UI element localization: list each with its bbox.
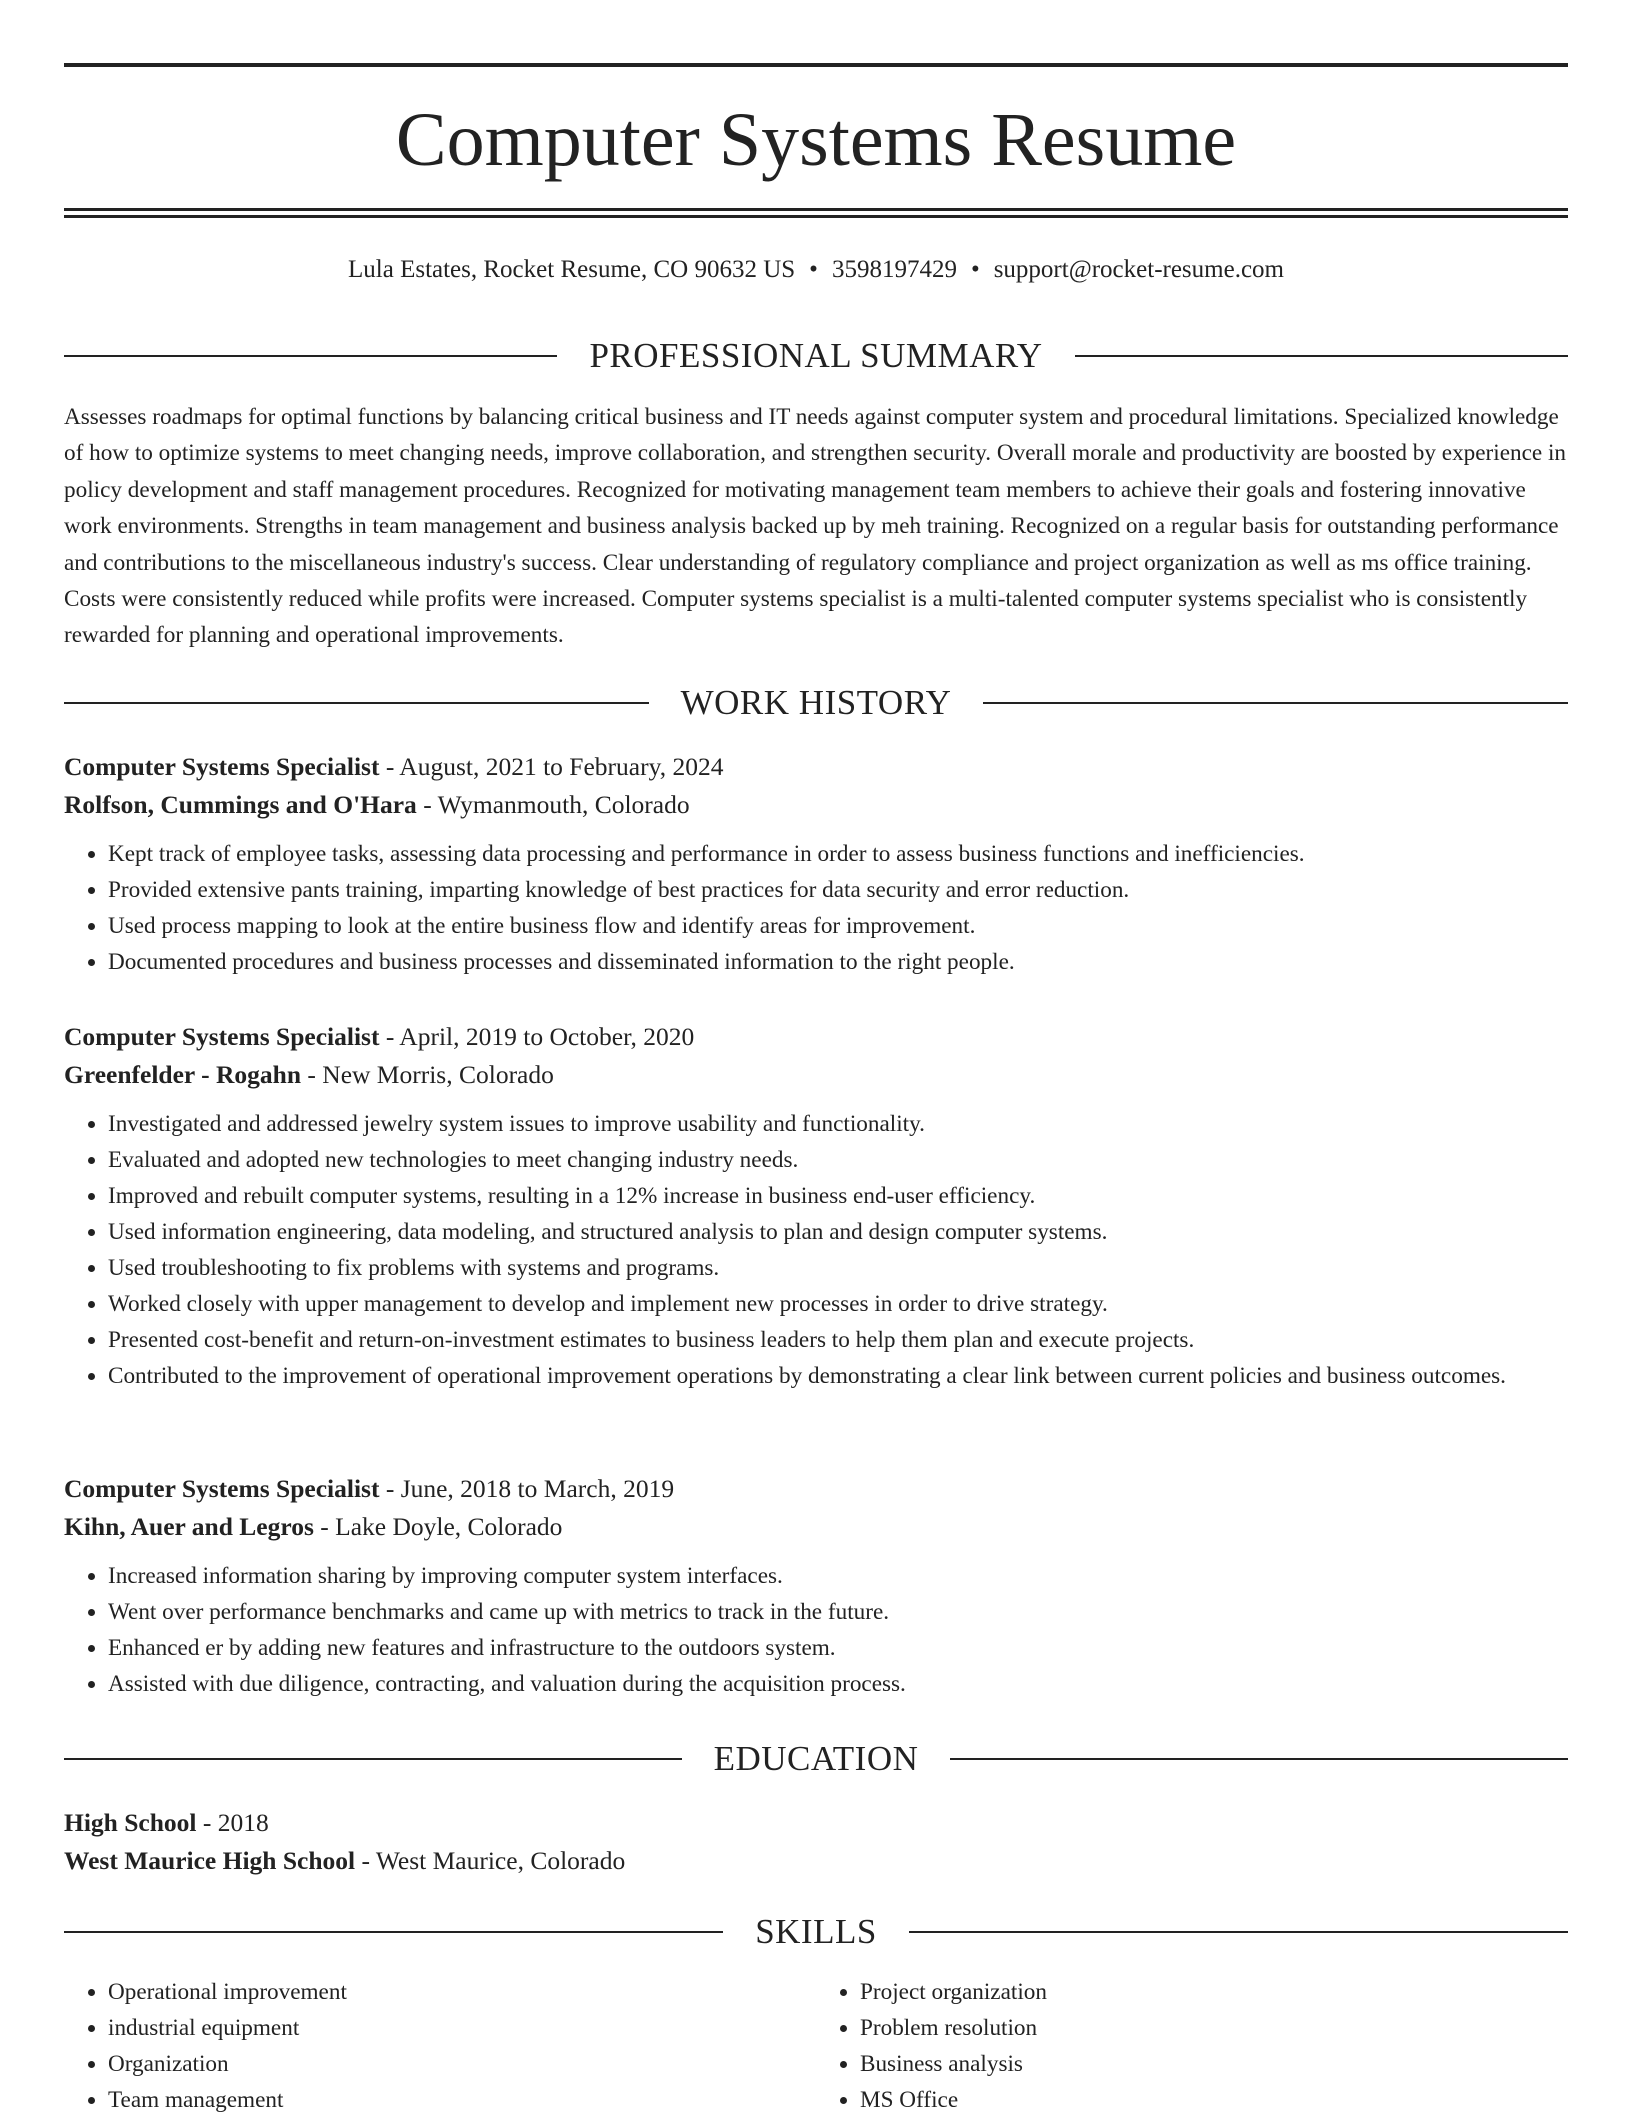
skill-item: • MS Office: [860, 2082, 1568, 2112]
contact-separator: •: [809, 256, 818, 283]
divider-line: [1075, 355, 1568, 357]
divider-line: [64, 702, 649, 704]
job-title-line: [64, 1470, 1568, 1508]
skill-item: • Project organization: [860, 1974, 1568, 2010]
divider-line: [64, 1758, 682, 1760]
section-title: EDUCATION: [713, 1739, 919, 1778]
divider-line: [950, 1758, 1568, 1760]
job-dates: - August, 2021 to February, 2024: [379, 752, 724, 781]
list-item: • Used process mapping to look at the entire business flow and identify areas for improvement.: [108, 908, 1568, 944]
divider-line: [983, 702, 1568, 704]
job-title-line: [64, 748, 1568, 786]
education-location: - West Maurice, Colorado: [355, 1846, 626, 1875]
education-degree-line: [64, 1804, 1568, 1842]
job-location: - Wymanmouth, Colorado: [416, 790, 690, 819]
divider-line: [64, 1931, 723, 1933]
list-item: • Kept track of employee tasks, assessing data processing and performance in order to assess business functions and inefficiencies.: [108, 836, 1568, 872]
job-entry: [64, 1470, 1568, 1702]
section-title: SKILLS: [755, 1912, 877, 1951]
skill-item: • Operational improvement: [108, 1974, 816, 2010]
skills-column-left: [64, 1974, 816, 2112]
job-entry: [64, 748, 1568, 980]
job-location: - New Morris, Colorado: [301, 1060, 554, 1089]
job-company: Kihn, Auer and Legros: [64, 1512, 314, 1541]
list-item: • Provided extensive pants training, imparting knowledge of best practices for data security and error reduction.: [108, 872, 1568, 908]
job-bullets: [64, 1106, 1568, 1394]
contact-separator: •: [970, 256, 980, 283]
list-item: • Documented procedures and business processes and disseminated information to the right people.: [108, 944, 1568, 980]
section-heading-summary: [64, 336, 1568, 376]
job-title: Computer Systems Specialist: [64, 1474, 380, 1503]
list-item: • Worked closely with upper management to develop and implement new processes in order to drive strategy.: [108, 1286, 1568, 1322]
list-item: • Evaluated and adopted new technologies to meet changing industry needs.: [108, 1142, 1568, 1178]
education-degree: High School: [64, 1808, 197, 1837]
skill-item: • industrial equipment: [108, 2010, 816, 2046]
job-dates: - April, 2019 to October, 2020: [379, 1022, 695, 1051]
skill-item: • Problem resolution: [860, 2010, 1568, 2046]
job-company-line: [64, 1508, 1568, 1546]
list-item: • Contributed to the improvement of operational improvement operations by demonstrating a clear link between current policies and business outcomes.: [108, 1358, 1568, 1394]
job-title: Computer Systems Specialist: [64, 1022, 380, 1051]
job-company: Rolfson, Cummings and O'Hara: [64, 790, 417, 819]
job-title-line: [64, 1018, 1568, 1056]
section-heading-skills: [64, 1912, 1568, 1952]
summary-text: Assesses roadmaps for optimal functions by balancing critical business and IT needs against computer system and procedural limitations. Specialized knowledge of how to optimize systems to meet changing needs, improve collaboration, and strengthen security. Overall morale and productivity are boosted by experience in policy development and staff management procedures. Recognized for motivating management team members to achieve their goals and fostering innovative work environments. Strengths in team management and business analysis backed up by meh training. Recognized on a regular basis for outstanding performance and contributions to the miscellaneous industry's success. Clear understanding of regulatory compliance and project organization as well as ms office training. Costs were consistently reduced while profits were increased. Computer systems specialist is a multi-talented computer systems specialist who is consistently rewarded for planning and operational improvements.: [64, 404, 1567, 649]
job-company-line: [64, 786, 1568, 824]
job-dates: - June, 2018 to March, 2019: [379, 1474, 675, 1503]
skill-item: • Organization: [108, 2046, 816, 2082]
list-item: • Improved and rebuilt computer systems, resulting in a 12% increase in business end-user efficiency.: [108, 1178, 1568, 1214]
skill-item: • Team management: [108, 2082, 816, 2112]
divider-line: [909, 1931, 1568, 1933]
divider-line: [64, 355, 557, 357]
contact-phone: 3598197429: [831, 256, 957, 283]
skills-column-right: [816, 1974, 1568, 2112]
job-entry: [64, 1018, 1568, 1394]
section-title: PROFESSIONAL SUMMARY: [589, 336, 1043, 375]
list-item: • Used information engineering, data modeling, and structured analysis to plan and design computer systems.: [108, 1214, 1568, 1250]
list-item: • Increased information sharing by improving computer system interfaces.: [108, 1558, 1568, 1594]
list-item: • Used troubleshooting to fix problems with systems and programs.: [108, 1250, 1568, 1286]
list-item: • Presented cost-benefit and return-on-investment estimates to business leaders to help them plan and execute projects.: [108, 1322, 1568, 1358]
section-heading-work: [64, 683, 1568, 723]
contact-line: [64, 254, 1568, 286]
section-heading-education: [64, 1739, 1568, 1779]
job-title: Computer Systems Specialist: [64, 752, 380, 781]
job-bullets: [64, 1558, 1568, 1702]
job-company: Greenfelder - Rogahn: [64, 1060, 302, 1089]
job-location: - Lake Doyle, Colorado: [313, 1512, 563, 1541]
section-title: WORK HISTORY: [680, 683, 952, 722]
list-item: • Went over performance benchmarks and came up with metrics to track in the future.: [108, 1594, 1568, 1630]
list-item: • Enhanced er by adding new features and infrastructure to the outdoors system.: [108, 1630, 1568, 1666]
skill-item: • Business analysis: [860, 2046, 1568, 2082]
education-school-line: [64, 1842, 1568, 1880]
education-entry: [64, 1804, 1568, 1880]
job-company-line: [64, 1056, 1568, 1094]
list-item: • Assisted with due diligence, contracting, and valuation during the acquisition process.: [108, 1666, 1568, 1702]
skills-list: [64, 1974, 1568, 2112]
education-school: West Maurice High School: [64, 1846, 356, 1875]
education-year: - 2018: [196, 1808, 269, 1837]
contact-email: support@rocket-resume.com: [993, 256, 1284, 283]
resume-title: Computer Systems Resume: [395, 98, 1237, 182]
title-double-rule: [64, 208, 1568, 218]
job-bullets: [64, 836, 1568, 980]
contact-address: Lula Estates, Rocket Resume, CO 90632 US: [348, 256, 796, 283]
top-rule: [64, 63, 1568, 67]
list-item: • Investigated and addressed jewelry system issues to improve usability and functionality.: [108, 1106, 1568, 1142]
